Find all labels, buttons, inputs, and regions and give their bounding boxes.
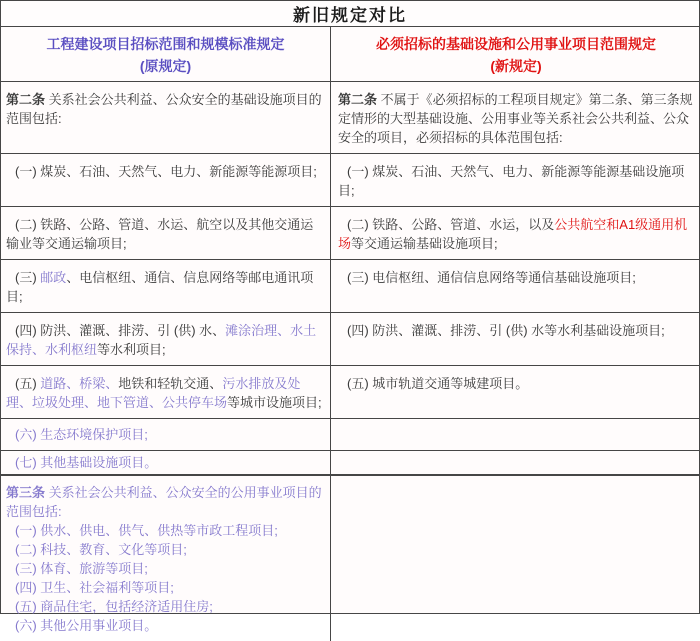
paragraph xyxy=(6,215,325,253)
text-segment: 第二条 xyxy=(338,92,378,107)
paragraph xyxy=(6,597,325,616)
paragraph xyxy=(6,453,325,472)
text-segment: (二) 铁路、公路、管道、水运，以及 xyxy=(347,217,555,232)
text-segment: (三) xyxy=(15,270,41,285)
old-regulation-cell-item6 xyxy=(1,419,331,450)
text-segment: 地铁和轻轨交通、 xyxy=(118,376,223,391)
new-regulation-cell-item5 xyxy=(331,366,699,418)
table-row-article2 xyxy=(1,82,699,154)
highlighted-text-segment: (五) 商品住宅，包括经济适用住房; xyxy=(15,599,213,614)
highlighted-text-segment: 关系社会公共利益、公众安全的公用事业项目的范围包括: xyxy=(6,485,322,519)
text-segment: (三) 电信枢纽、通信信息网络等通信基础设施项目; xyxy=(347,270,636,285)
highlighted-text-segment: 滩涂治理、水土保持、水利枢纽 xyxy=(6,323,317,357)
highlighted-text-segment: 邮政 xyxy=(40,270,67,285)
paragraph xyxy=(6,374,325,412)
header-row xyxy=(1,27,699,82)
new-regulation-cell-item4 xyxy=(331,313,699,365)
old-regulation-cell-article3 xyxy=(1,476,331,641)
table-row-item6 xyxy=(1,419,699,451)
paragraph xyxy=(338,90,694,147)
highlighted-text-segment: (四) 卫生、社会福利等项目; xyxy=(15,580,174,595)
text-segment: 等城市设施项目; xyxy=(227,395,322,410)
paragraph xyxy=(6,616,325,635)
text-segment: 第二条 xyxy=(6,92,46,107)
table-body xyxy=(1,82,699,475)
paragraph xyxy=(6,162,325,181)
paragraph xyxy=(6,483,325,521)
paragraph xyxy=(6,425,325,444)
article3-section xyxy=(1,476,699,641)
page-title: 新旧规定对比 xyxy=(1,1,699,27)
text-segment: 、电信枢纽、通信、信息网络等邮电通讯项目; xyxy=(6,270,314,304)
text-segment: 等交通运输基础设施项目; xyxy=(351,236,498,251)
text-segment: (五) xyxy=(15,376,41,391)
highlighted-text-segment: (三) 体育、旅游等项目; xyxy=(15,561,148,576)
paragraph xyxy=(6,559,325,578)
highlighted-text-segment: 污水排放及处理、垃圾处理、地下管道、公共停车场 xyxy=(6,376,301,410)
paragraph xyxy=(6,321,325,359)
table-row-item1 xyxy=(1,154,699,207)
table-row-item4 xyxy=(1,313,699,366)
text-segment: 等水利项目; xyxy=(97,342,166,357)
highlighted-text-segment: (二) 科技、教育、文化等项目; xyxy=(15,542,187,557)
paragraph xyxy=(338,268,694,287)
old-regulation-cell-item1 xyxy=(1,154,331,206)
highlighted-text-segment: (七) 其他基础设施项目。 xyxy=(15,455,158,470)
new-regulation-title: 必须招标的基础设施和公用事业项目范围规定 xyxy=(376,36,656,52)
new-regulation-cell-item2 xyxy=(331,207,699,259)
new-regulation-header xyxy=(331,27,699,81)
text-segment: (四) 防洪、灌溉、排涝、引 (供) 水、 xyxy=(15,323,226,338)
old-regulation-cell-item5 xyxy=(1,366,331,418)
new-regulation-subtitle: (新规定) xyxy=(490,58,542,74)
highlighted-text-segment: (一) 供水、供电、供气、供热等市政工程项目; xyxy=(15,523,278,538)
old-regulation-cell-item4 xyxy=(1,313,331,365)
text-segment: (二) 铁路、公路、管道、水运、航空以及其他交通运输业等交通运输项目; xyxy=(6,217,314,251)
highlighted-text-segment: 道路、桥梁、 xyxy=(40,376,119,391)
table-row-article3 xyxy=(1,476,699,641)
text-segment: (一) 煤炭、石油、天然气、电力、新能源等能源项目; xyxy=(15,164,317,179)
paragraph xyxy=(6,90,325,128)
highlighted-text-segment: (六) 生态环境保护项目; xyxy=(15,427,148,442)
new-regulation-cell-item3 xyxy=(331,260,699,312)
paragraph xyxy=(338,321,694,340)
table-row-item3 xyxy=(1,260,699,313)
old-regulation-header xyxy=(1,27,331,81)
text-segment: 关系社会公共利益、公众安全的基础设施项目的范围包括: xyxy=(6,92,322,126)
table-row-item7 xyxy=(1,451,699,475)
text-segment: (四) 防洪、灌溉、排涝、引 (供) 水等水利基础设施项目; xyxy=(347,323,665,338)
old-regulation-cell-item3 xyxy=(1,260,331,312)
paragraph xyxy=(338,215,694,253)
highlighted-text-segment: 第三条 xyxy=(6,485,46,500)
new-regulation-cell-article2 xyxy=(331,82,699,153)
old-regulation-cell-article2 xyxy=(1,82,331,153)
new-regulation-cell-item6 xyxy=(331,419,699,450)
new-regulation-cell-item7 xyxy=(331,451,699,474)
paragraph xyxy=(338,162,694,200)
highlighted-text-segment: 公共航空和A1级通用机场 xyxy=(338,217,688,251)
paragraph xyxy=(338,374,694,393)
text-segment: 不属于《必须招标的工程项目规定》第二条、第三条规定情形的大型基础设施、公用事业等关系社会公共利益、公众安全的项目，必须招标的具体范围包括: xyxy=(338,92,693,145)
paragraph xyxy=(6,578,325,597)
paragraph xyxy=(6,540,325,559)
highlighted-text-segment: (六) 其他公用事业项目。 xyxy=(15,618,158,633)
paragraph xyxy=(6,268,325,306)
text-segment: (五) 城市轨道交通等城建项目。 xyxy=(347,376,529,391)
old-regulation-subtitle: (原规定) xyxy=(139,58,192,74)
old-regulation-title: 工程建设项目招标范围和规模标准规定 xyxy=(46,36,285,52)
old-regulation-cell-item7 xyxy=(1,451,331,474)
old-regulation-cell-item2 xyxy=(1,207,331,259)
text-segment: (一) 煤炭、石油、天然气、电力、新能源等能源基础设施项目; xyxy=(338,164,685,198)
new-regulation-cell-item1 xyxy=(331,154,699,206)
new-regulation-cell-article3 xyxy=(331,476,699,641)
paragraph xyxy=(6,521,325,540)
table-row-item2 xyxy=(1,207,699,260)
table-row-item5 xyxy=(1,366,699,419)
